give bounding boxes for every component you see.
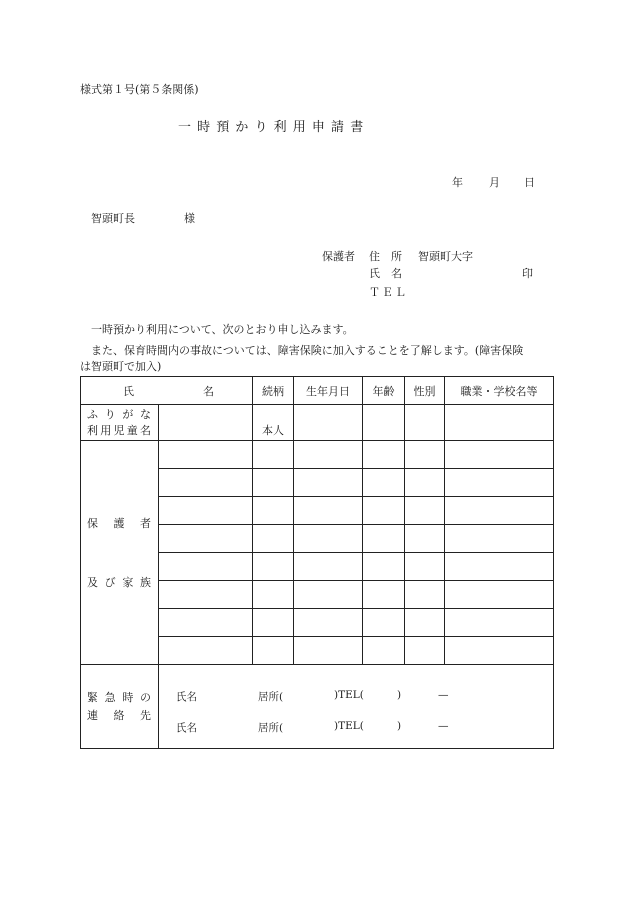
emergency-contact-tel-label: )TEL( [334, 720, 364, 732]
applicant-tel-label: ＴＥＬ [369, 286, 408, 299]
child-age-field[interactable] [363, 405, 405, 441]
family-label-guardian: 保 護 者 [87, 516, 151, 530]
family-relation-field[interactable] [253, 525, 294, 553]
header-name-right: 名 [203, 384, 214, 398]
header-birthdate: 生年月日 [294, 377, 363, 405]
family-sex-field[interactable] [405, 553, 445, 581]
family-relation-field[interactable] [253, 553, 294, 581]
family-age-field[interactable] [363, 609, 405, 637]
child-sex-field[interactable] [405, 405, 445, 441]
application-table [80, 376, 554, 749]
family-age-field[interactable] [363, 553, 405, 581]
family-name-field[interactable] [159, 525, 253, 553]
statement-line-2: また、保育時間内の事故については、障害保険に加入することを了解します。(障害保険 [91, 344, 524, 357]
family-occupation-field[interactable] [445, 581, 554, 609]
family-relation-field[interactable] [253, 637, 294, 665]
emergency-contact-dash: — [438, 720, 449, 732]
family-occupation-field[interactable] [445, 469, 554, 497]
family-sex-field[interactable] [405, 441, 445, 469]
family-name-field[interactable] [159, 441, 253, 469]
family-birthdate-field[interactable] [294, 581, 363, 609]
family-occupation-field[interactable] [445, 441, 554, 469]
family-occupation-field[interactable] [445, 637, 554, 665]
emergency-label-cell [81, 665, 159, 749]
family-sex-field[interactable] [405, 525, 445, 553]
family-name-field[interactable] [159, 497, 253, 525]
family-sex-field[interactable] [405, 609, 445, 637]
child-row [81, 405, 554, 441]
family-relation-field[interactable] [253, 441, 294, 469]
family-birthdate-field[interactable] [294, 469, 363, 497]
family-age-field[interactable] [363, 637, 405, 665]
header-age: 年齢 [363, 377, 405, 405]
child-birthdate-field[interactable] [294, 405, 363, 441]
child-label-cell [81, 405, 159, 441]
table-header-row [81, 377, 554, 405]
child-label-furigana: ふ り が な [87, 407, 151, 421]
emergency-contact-dash: — [438, 689, 449, 701]
applicant-address-value: 智頭町大字 [418, 250, 473, 263]
emergency-contact-close: ) [397, 689, 402, 701]
emergency-contact-name-label: 氏名 [176, 722, 197, 734]
applicant-role: 保護者 [322, 250, 355, 263]
family-birthdate-field[interactable] [294, 525, 363, 553]
family-relation-field[interactable] [253, 469, 294, 497]
child-occupation-field[interactable] [445, 405, 554, 441]
family-age-field[interactable] [363, 469, 405, 497]
family-relation-field[interactable] [253, 609, 294, 637]
form-number: 様式第１号(第５条関係) [80, 83, 199, 96]
family-relation-field[interactable] [253, 581, 294, 609]
child-relation: 本人 [253, 405, 294, 441]
family-birthdate-field[interactable] [294, 497, 363, 525]
emergency-label-line1: 緊 急 時 の [87, 690, 151, 704]
page-title: 一 時 預 か り 利 用 申 請 書 [178, 120, 365, 135]
family-name-field[interactable] [159, 609, 253, 637]
family-age-field[interactable] [363, 525, 405, 553]
applicant-address-label: 住 所 [369, 250, 402, 263]
emergency-contact-close: ) [397, 720, 402, 732]
child-name-field[interactable] [159, 405, 253, 441]
header-name [81, 377, 253, 405]
header-name-left: 氏 [123, 384, 134, 398]
family-row [81, 441, 554, 469]
header-occupation: 職業・学校名等 [445, 377, 554, 405]
family-sex-field[interactable] [405, 581, 445, 609]
family-age-field[interactable] [363, 497, 405, 525]
family-occupation-field[interactable] [445, 497, 554, 525]
emergency-contact-address-label: 居所( [258, 691, 284, 703]
family-name-field[interactable] [159, 637, 253, 665]
addressee-name: 智頭町長 [91, 212, 135, 225]
emergency-contact-tel-label: )TEL( [334, 689, 364, 701]
date-year-label: 年 [452, 176, 463, 189]
family-name-field[interactable] [159, 469, 253, 497]
emergency-contacts [159, 665, 554, 749]
family-occupation-field[interactable] [445, 525, 554, 553]
emergency-contact-address-label: 居所( [258, 722, 284, 734]
emergency-row [81, 665, 554, 749]
family-birthdate-field[interactable] [294, 553, 363, 581]
family-birthdate-field[interactable] [294, 441, 363, 469]
addressee-honorific: 様 [184, 212, 195, 225]
date-month-label: 月 [489, 176, 500, 189]
family-relation-field[interactable] [253, 497, 294, 525]
date-day-label: 日 [524, 176, 535, 189]
applicant-name-label: 氏 名 [369, 267, 402, 280]
emergency-label-line2: 連 絡 先 [87, 708, 151, 722]
emergency-contact-name-label: 氏名 [176, 691, 197, 703]
family-occupation-field[interactable] [445, 609, 554, 637]
family-birthdate-field[interactable] [294, 609, 363, 637]
header-sex: 性別 [405, 377, 445, 405]
child-label-name: 利 用 児 童 名 [87, 423, 151, 437]
family-name-field[interactable] [159, 581, 253, 609]
family-sex-field[interactable] [405, 497, 445, 525]
seal-mark: 印 [522, 267, 533, 280]
header-relation: 続柄 [253, 377, 294, 405]
family-age-field[interactable] [363, 441, 405, 469]
family-sex-field[interactable] [405, 637, 445, 665]
family-label-family: 及 び 家 族 [87, 575, 151, 589]
family-age-field[interactable] [363, 581, 405, 609]
family-label-cell [81, 441, 159, 665]
family-sex-field[interactable] [405, 469, 445, 497]
family-name-field[interactable] [159, 553, 253, 581]
family-birthdate-field[interactable] [294, 637, 363, 665]
statement-line-1: 一時預かり利用について、次のとおり申し込みます。 [91, 323, 354, 336]
family-occupation-field[interactable] [445, 553, 554, 581]
statement-line-3: は智頭町で加入) [80, 360, 162, 373]
